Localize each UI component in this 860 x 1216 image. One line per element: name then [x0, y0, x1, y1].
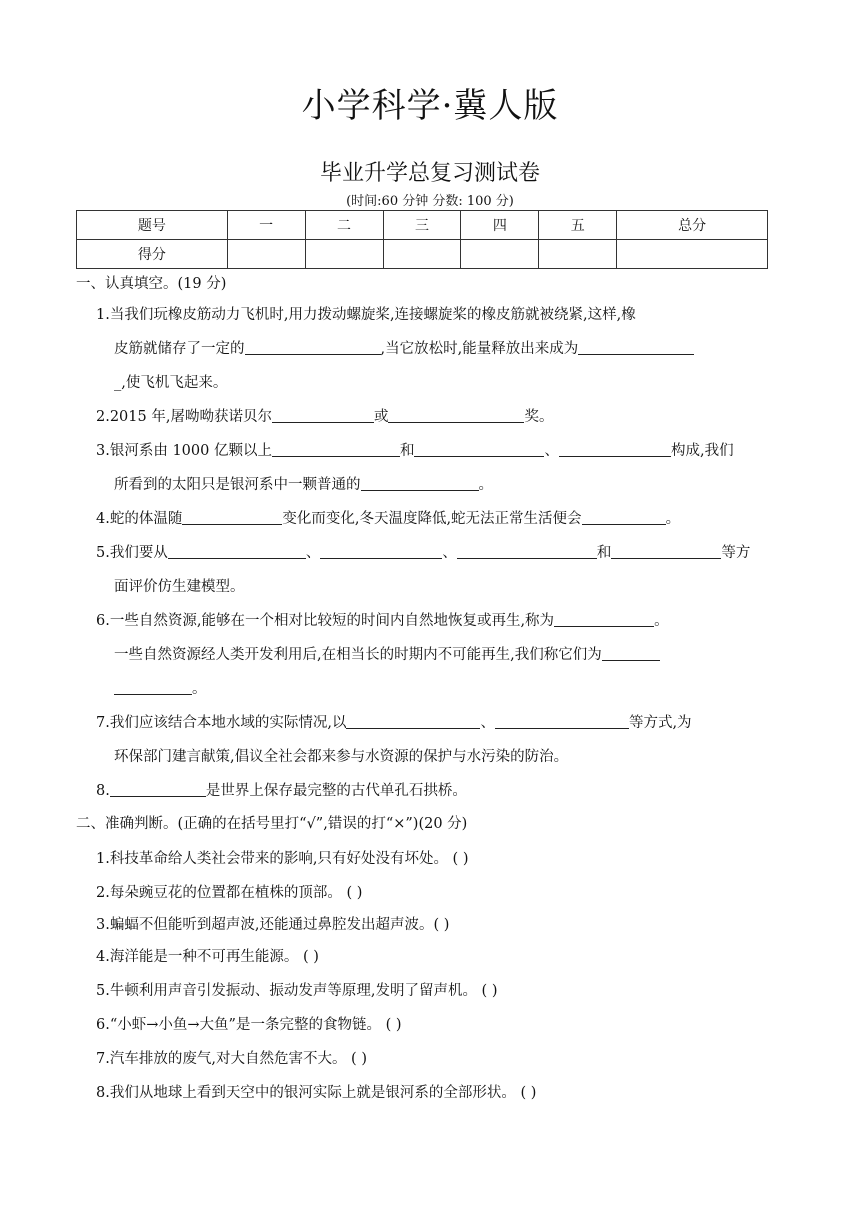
question-6-line-3 [96, 672, 792, 706]
judgement-item[interactable]: 8.我们从地球上看到天空中的银河实际上就是银河系的全部形状。 ( ) [96, 1085, 537, 1101]
answer-blank[interactable] [272, 404, 374, 423]
score-cell[interactable] [305, 240, 383, 269]
question-7-line-1 [96, 706, 792, 740]
score-header-cell: 一 [227, 211, 305, 240]
question-text: 。 [478, 477, 493, 493]
question-1-line-3: _,使飞机飞起来。 [114, 375, 228, 391]
answer-blank[interactable] [361, 472, 479, 491]
question-text: 或 [373, 409, 389, 425]
question-text: 5.我们要从 [96, 545, 168, 561]
question-text: 构成,我们 [670, 443, 734, 459]
question-text: 、 [480, 715, 495, 731]
answer-blank[interactable] [388, 404, 524, 423]
question-text: 皮筋就储存了一定的 [114, 341, 245, 357]
judgement-item[interactable]: 6.“小虾→小鱼→大鱼”是一条完整的食物链。 ( ) [96, 1017, 402, 1033]
question-text: 。 [192, 681, 207, 697]
score-header-cell: 三 [383, 211, 461, 240]
question-1 [96, 298, 792, 400]
question-text: 3.银河系由 1000 亿颗以上 [96, 443, 272, 459]
answer-blank[interactable] [582, 506, 666, 525]
question-text: 6.一些自然资源,能够在一个相对比较短的时间内自然地恢复或再生,称为 [96, 613, 555, 629]
answer-blank[interactable] [578, 336, 694, 355]
answer-blank[interactable] [245, 336, 381, 355]
question-text: 奖。 [524, 409, 554, 425]
section-1-title: 一、认真填空。(19 分) [76, 276, 227, 292]
question-6 [96, 604, 792, 706]
judgement-item[interactable]: 2.每朵豌豆花的位置都在植株的顶部。 ( ) [96, 885, 363, 901]
question-text: 。 [665, 511, 681, 527]
score-table-score-row [77, 240, 768, 269]
score-header-cell: 五 [539, 211, 617, 240]
question-text: 。 [654, 613, 669, 629]
score-cell[interactable] [617, 240, 768, 269]
question-text: 7.我们应该结合本地水域的实际情况,以 [96, 715, 347, 731]
question-7-line-2: 环保部门建言献策,倡议全社会都来参与水资源的保护与水污染的防治。 [114, 749, 569, 765]
score-row-label: 得分 [77, 240, 228, 269]
score-table [76, 210, 768, 269]
question-3-line-1 [96, 434, 792, 468]
question-5-line-1 [96, 536, 792, 570]
question-3 [96, 434, 792, 502]
question-7 [96, 706, 792, 774]
exam-title: 毕业升学总复习测试卷 [319, 161, 540, 186]
question-text: 一些自然资源经人类开发利用后,在相当长的时期内不可能再生,我们称它们为 [114, 647, 602, 663]
score-header-cell: 题号 [77, 211, 228, 240]
question-text: 4.蛇的体温随 [96, 511, 183, 527]
section-2-title: 二、准确判断。(正确的在括号里打“√”,错误的打“×”)(20 分) [76, 816, 468, 832]
score-header-cell: 四 [461, 211, 539, 240]
question-2 [96, 400, 792, 434]
answer-blank[interactable] [554, 608, 654, 627]
judgement-item[interactable]: 3.蝙蝠不但能听到超声波,还能通过鼻腔发出超声波。( ) [96, 917, 450, 933]
answer-blank[interactable] [495, 710, 629, 729]
score-header-cell: 总分 [617, 211, 768, 240]
answer-blank[interactable] [457, 540, 597, 559]
question-text: 、 [442, 545, 457, 561]
question-text: 2.2015 年,屠呦呦获诺贝尔 [96, 409, 272, 425]
score-header-cell: 二 [305, 211, 383, 240]
question-text: 和 [596, 545, 612, 561]
question-text: 是世界上保存最完整的古代单孔石拱桥。 [205, 783, 467, 799]
judgement-item[interactable]: 5.牛顿利用声音引发振动、振动发声等原理,发明了留声机。 ( ) [96, 983, 498, 999]
question-text: 所看到的太阳只是银河系中一颗普通的 [114, 477, 361, 493]
question-text: 等方式,为 [628, 715, 692, 731]
score-table-header-row [77, 211, 768, 240]
answer-blank[interactable] [168, 540, 306, 559]
answer-blank[interactable] [320, 540, 442, 559]
score-cell[interactable] [461, 240, 539, 269]
question-4 [96, 502, 792, 536]
answer-blank[interactable] [414, 438, 544, 457]
score-cell[interactable] [227, 240, 305, 269]
answer-blank[interactable] [611, 540, 721, 559]
answer-blank[interactable] [602, 642, 660, 661]
question-text: 、 [544, 443, 559, 459]
question-text: ,当它放松时,能量释放出来成为 [380, 341, 579, 357]
answer-blank[interactable] [346, 710, 480, 729]
question-3-line-2 [96, 468, 792, 502]
question-text: 变化而变化,冬天温度降低,蛇无法正常生活便会 [282, 511, 582, 527]
question-text: 和 [399, 443, 415, 459]
question-5 [96, 536, 792, 604]
answer-blank[interactable] [114, 676, 192, 695]
judgement-item[interactable]: 1.科技革命给人类社会带来的影响,只有好处没有坏处。 ( ) [96, 851, 469, 867]
question-text: 8. [96, 783, 110, 799]
answer-blank[interactable] [182, 506, 282, 525]
question-text: 等方 [721, 545, 751, 561]
question-1-line-2 [96, 332, 792, 366]
question-5-line-2: 面评价仿生建模型。 [114, 579, 245, 595]
judgement-item[interactable]: 4.海洋能是一种不可再生能源。 ( ) [96, 949, 319, 965]
exam-meta: (时间:60 分钟 分数: 100 分) [346, 194, 514, 209]
answer-blank[interactable] [559, 438, 671, 457]
score-cell[interactable] [539, 240, 617, 269]
answer-blank[interactable] [110, 778, 206, 797]
answer-blank[interactable] [272, 438, 400, 457]
score-cell[interactable] [383, 240, 461, 269]
question-6-line-2 [96, 638, 792, 672]
question-8 [96, 774, 792, 808]
question-1-line-1: 1.当我们玩橡皮筋动力飞机时,用力拨动螺旋桨,连接螺旋桨的橡皮筋就被绕紧,这样,橡 [96, 307, 636, 323]
question-text: 、 [305, 545, 321, 561]
question-6-line-1 [96, 604, 792, 638]
judgement-item[interactable]: 7.汽车排放的废气,对大自然危害不大。 ( ) [96, 1051, 367, 1067]
page-title: 小学科学·冀人版 [301, 86, 559, 126]
